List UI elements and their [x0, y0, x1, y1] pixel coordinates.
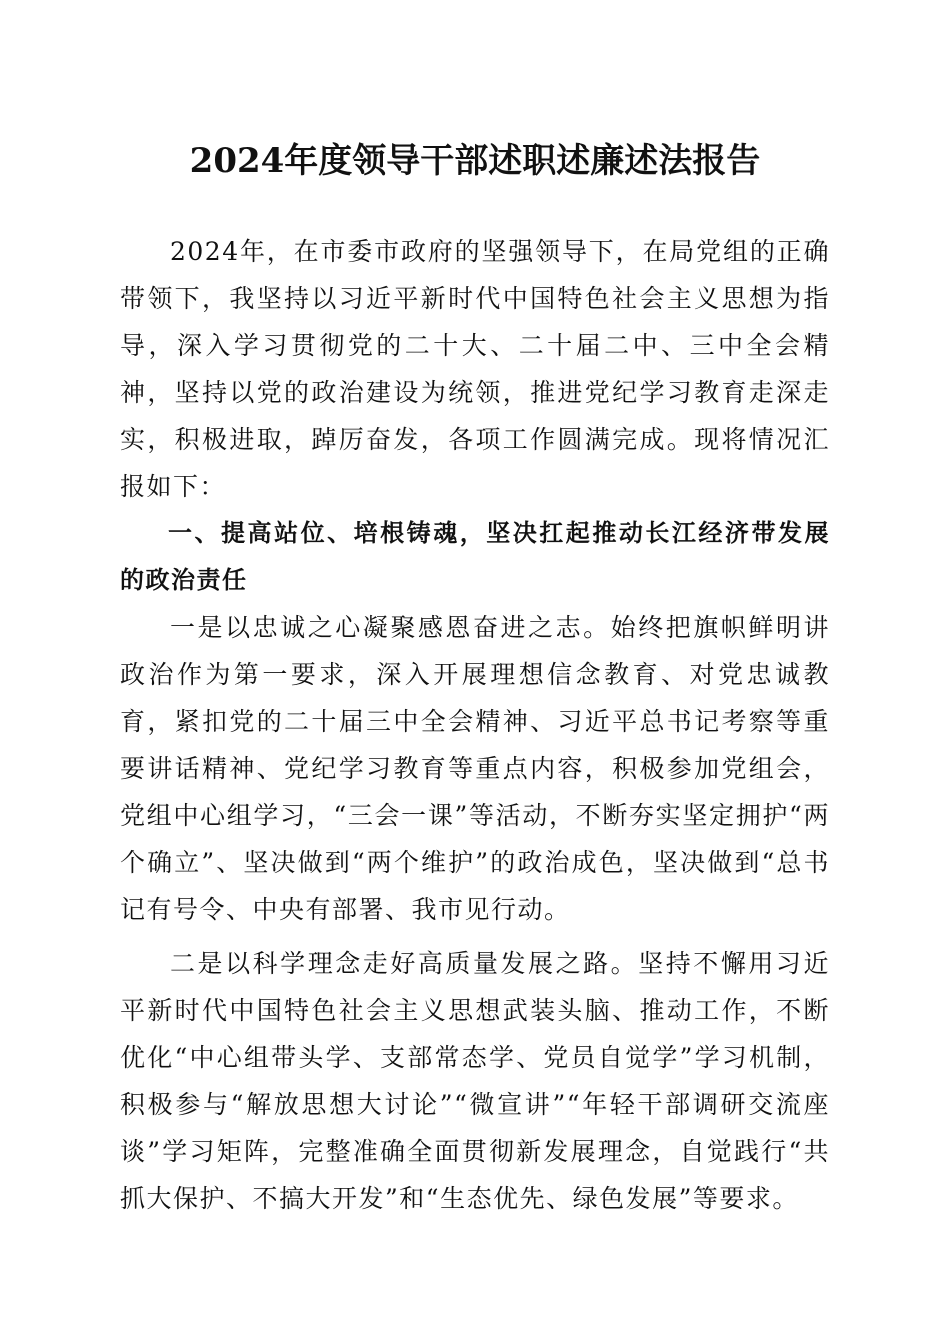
item-paragraph-2: [120, 940, 830, 1222]
item-paragraph-1: [120, 604, 830, 933]
item-lead-2: 二是以科学理念走好高质量发展之路。: [170, 949, 639, 978]
document-body: [120, 228, 830, 1222]
document-title: 2024年度领导干部述职述廉述法报告: [189, 141, 761, 181]
item-text-1: 始终把旗帜鲜明讲政治作为第一要求，深入开展理想信念教育、对党忠诚教育，紧扣党的二十届三中全会精神、习近平总书记考察等重要讲话精神、党纪学习教育等重点内容，积极参加党组会，党组中心组学习，“三会一课”等活动，不断夯实坚定拥护“两个确立”、坚决做到“两个维护”的政治成色，坚决做到“总书记有号令、中央有部署、我市见行动。: [120, 613, 830, 924]
section-heading-1: 一、提高站位、培根铸魂，坚决扛起推动长江经济带发展的政治责任: [120, 519, 830, 594]
paragraph-gap: [120, 933, 830, 940]
item-lead-1: 一是以忠诚之心凝聚感恩奋进之志。: [170, 613, 611, 642]
intro-paragraph: 2024年，在市委市政府的坚强领导下，在局党组的正确带领下，我坚持以习近平新时代中国特色社会主义思想为指导，深入学习贯彻党的二十大、二十届二中、三中全会精神，坚持以党的政治建设为统领，推进党纪学习教育走深走实，积极进取，踔厉奋发，各项工作圆满完成。现将情况汇报如下：: [120, 237, 830, 501]
item-text-2: 坚持不懈用习近平新时代中国特色社会主义思想武装头脑、推动工作，不断优化“中心组带头学、支部常态学、党员自觉学”学习机制，积极参与“解放思想大讨论”“微宣讲”“年轻干部调研交流座谈”学习矩阵，完整准确全面贯彻新发展理念，自觉践行“共抓大保护、不搞大开发”和“生态优先、绿色发展”等要求。: [120, 949, 830, 1213]
